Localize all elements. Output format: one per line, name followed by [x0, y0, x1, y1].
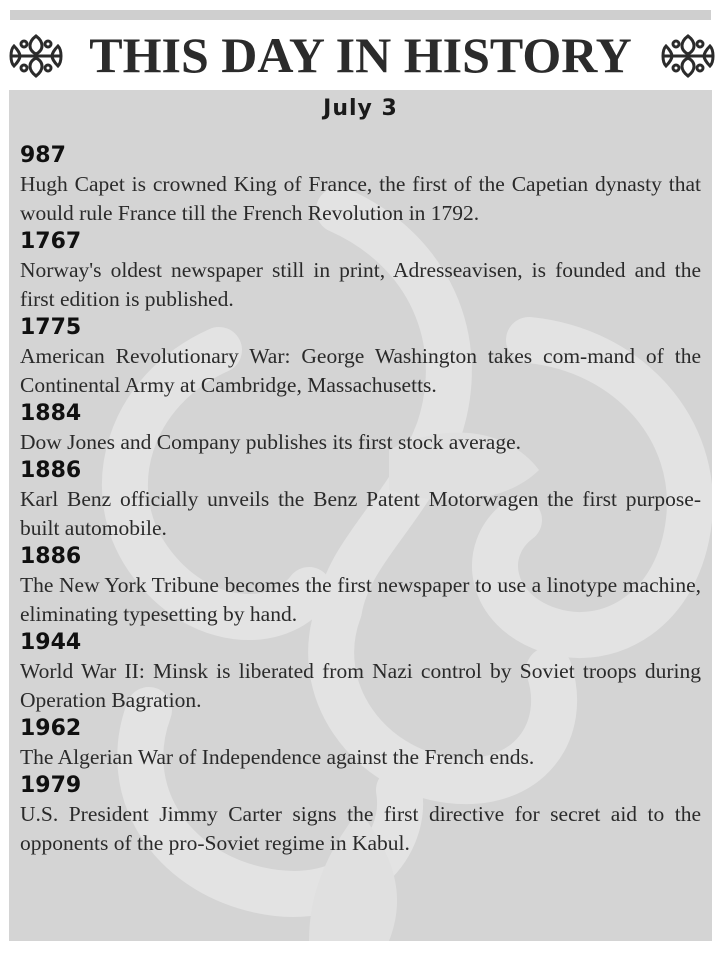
list-item: [20, 228, 701, 314]
list-item: [20, 629, 701, 715]
event-description: American Revolutionary War: George Washington takes com-mand of the Continental Army at Cambridge, Massachusetts.: [20, 344, 701, 397]
event-description: Hugh Capet is crowned King of France, the first of the Capetian dynasty that would rule France till the French Revolution in 1792.: [20, 172, 701, 225]
events-list: [20, 140, 701, 858]
event-year: 1775: [20, 315, 82, 340]
list-item: [20, 543, 701, 629]
header: [0, 22, 721, 90]
event-description: The Algerian War of Independence against the French ends.: [20, 745, 535, 769]
event-year: 1884: [20, 401, 82, 426]
event-year: 987: [20, 143, 66, 168]
list-item: [20, 457, 701, 543]
event-description: The New York Tribune becomes the first newspaper to use a linotype machine, eliminating typesetting by hand.: [20, 573, 701, 626]
list-item: [20, 400, 701, 457]
top-rule: [10, 10, 711, 20]
date-label: July 3: [323, 96, 398, 121]
list-item: [20, 314, 701, 400]
event-year: 1886: [20, 544, 82, 569]
page-title: THIS DAY IN HISTORY: [89, 27, 632, 83]
event-year: 1944: [20, 630, 82, 655]
event-year: 1886: [20, 458, 82, 483]
event-description: U.S. President Jimmy Carter signs the first directive for secret aid to the opponents of the pro-Soviet regime in Kabul.: [20, 802, 701, 855]
scroll-ornament-icon: [660, 32, 716, 80]
list-item: [20, 772, 701, 858]
list-item: [20, 715, 701, 772]
scroll-ornament-icon: [8, 32, 64, 80]
event-description: World War II: Minsk is liberated from Nazi control by Soviet troops during Operation Bagration.: [20, 659, 701, 712]
event-year: 1962: [20, 716, 82, 741]
content-panel: [9, 90, 712, 941]
event-description: Karl Benz officially unveils the Benz Patent Motorwagen the first purpose-built automobile.: [20, 487, 701, 540]
event-year: 1767: [20, 229, 82, 254]
list-item: [20, 142, 701, 228]
event-description: Dow Jones and Company publishes its first stock average.: [20, 430, 521, 454]
event-description: Norway's oldest newspaper still in print, Adresseavisen, is founded and the first edition is published.: [20, 258, 701, 311]
event-year: 1979: [20, 773, 82, 798]
